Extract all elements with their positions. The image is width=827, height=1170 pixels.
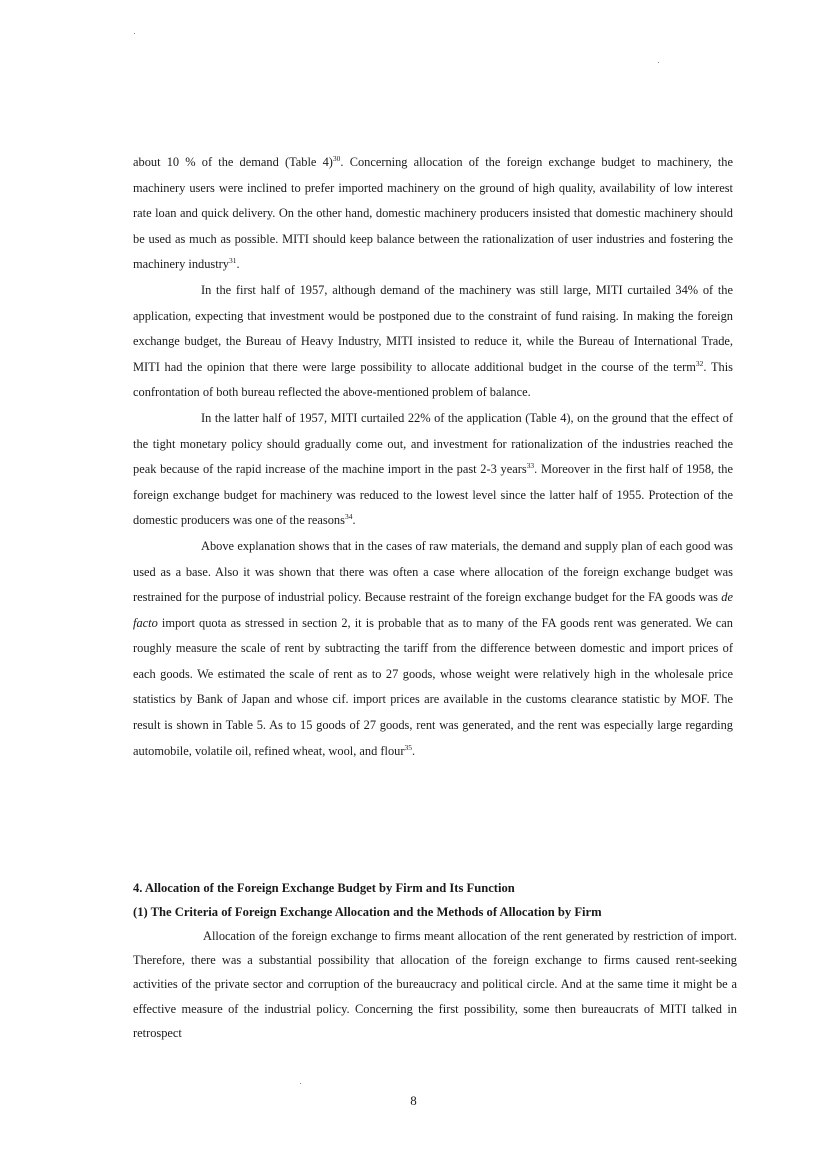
paragraph-text: In the first half of 1957, although demand of the machinery was still large, MITI curtailed 34% of the application, expecting that investment would be postponed due to the constraint of fund raising. In making the foreign exchange budget, the Bureau of Heavy Industry, MITI insisted to reduce it, while the Bureau of International Trade, MITI had the opinion that there were large possibility to allocate additional budget in the course of the term xyxy=(133,282,733,374)
paragraph-text: Above explanation shows that in the cases of raw materials, the demand and supply plan of each good was used as a base. Also it was shown that there was often a case where allocation of the foreign exchange budget was restrained for the purpose of industrial policy. Because restraint of the foreign exchange budget for the FA goods was xyxy=(133,538,733,605)
footnote-marker: 30 xyxy=(332,153,341,163)
paragraph-text: . Moreover in the first half of 1958, the foreign exchange budget for machinery was reduced to the lowest level since the latter half of 1955. Protection of the domestic producers was one of the reasons xyxy=(133,462,733,528)
scan-speck xyxy=(134,33,135,34)
paragraph-3 xyxy=(133,406,733,534)
body-text xyxy=(133,150,733,764)
paragraph-text: about 10 % of the demand (Table 4) xyxy=(133,155,333,169)
footnote-marker: 32 xyxy=(695,358,704,368)
paragraph-1 xyxy=(133,150,733,278)
section-paragraph: Allocation of the foreign exchange to firms meant allocation of the rent generated by restriction of import. Therefore, there was a substantial possibility that allocation of the foreign exchange to firms caused rent-seeking activities of the private sector and corruption of the bureaucracy and political circle. And at the same time it might be a effective measure of the industrial policy. Concerning the first possibility, some then bureaucrats of MITI talked in retrospect xyxy=(133,929,737,1040)
footnote-marker: 35 xyxy=(404,742,412,752)
subsection-heading: (1) The Criteria of Foreign Exchange Allocation and the Methods of Allocation by Firm xyxy=(133,905,602,919)
scan-speck xyxy=(658,62,659,63)
paragraph-text: . xyxy=(236,257,240,272)
footnote-marker: 31 xyxy=(229,256,237,266)
paragraph-text: . This confrontation of both bureau reflected the above-mentioned problem of balance. xyxy=(133,359,734,400)
section-headings xyxy=(133,876,743,924)
page-number: 8 xyxy=(410,1093,417,1108)
paragraph-text: . xyxy=(352,513,356,528)
section-heading: 4. Allocation of the Foreign Exchange Budget by Firm and Its Function xyxy=(133,881,515,895)
footnote-marker: 34 xyxy=(344,512,353,522)
italic-term: de facto xyxy=(133,590,733,630)
paragraph-4 xyxy=(133,534,733,764)
paragraph-text: import quota as stressed in section 2, it is probable that as to many of the FA goods rent was generated. We can roughly measure the scale of rent by subtracting the tariff from the difference between domestic and import prices of each goods. We estimated the scale of rent as to 27 goods, whose weight were relatively high in the wholesale price statistics by Bank of Japan and whose cif. import prices are available in the customs clearance statistic by MOF. The result is shown in Table 5. As to 15 goods of 27 goods, rent was generated, and the rent was especially large regarding automobile, volatile oil, refined wheat, wool, and flour xyxy=(133,615,733,758)
paragraph-text: In the latter half of 1957, MITI curtailed 22% of the application (Table 4), on the ground that the effect of the tight monetary policy should gradually come out, and investment for rationalization of the industries reached the peak because of the rapid increase of the machine import in the past 2-3 years xyxy=(133,410,733,477)
paragraph-2 xyxy=(133,278,733,406)
paragraph-text: . xyxy=(412,743,416,758)
paragraph-text: . Concerning allocation of the foreign exchange budget to machinery, the machinery users were inclined to prefer imported machinery on the ground of high quality, availability of low interest rate loan and quick delivery. On the other hand, domestic machinery producers insisted that domestic machinery should be used as much as possible. MITI should keep balance between the rationalization of user industries and fostering the machinery industry xyxy=(133,155,733,272)
section-body xyxy=(133,924,737,1045)
footnote-marker: 33 xyxy=(526,461,535,470)
scan-speck xyxy=(300,1083,301,1084)
